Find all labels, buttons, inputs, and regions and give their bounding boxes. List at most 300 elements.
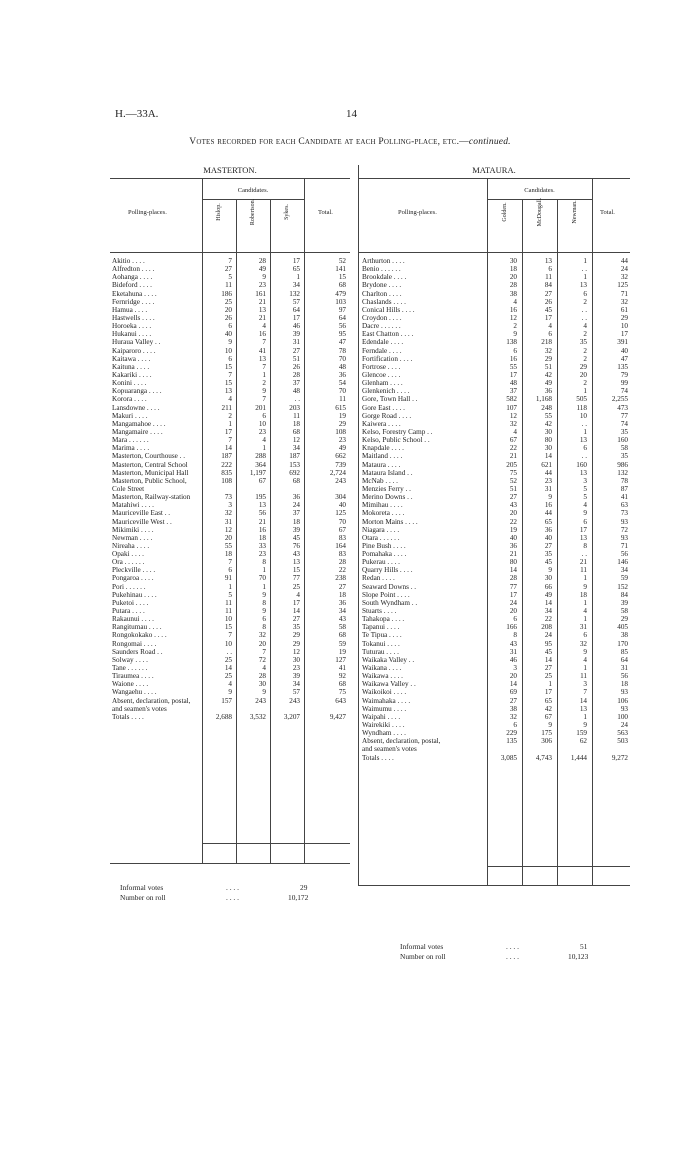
vote-cell: 30	[544, 574, 552, 583]
dot-leader: . . . .	[506, 952, 519, 961]
vote-cell: 27	[509, 493, 517, 502]
total-cell: 304	[335, 493, 346, 502]
table-row	[362, 599, 628, 607]
vote-cell: 30	[258, 680, 266, 689]
vote-cell: 6	[583, 444, 587, 453]
vote-cell: 1	[583, 664, 587, 673]
vote-cell: 243	[289, 696, 300, 705]
table-row	[362, 607, 628, 615]
polling-place-name: Cole Street	[112, 484, 145, 493]
polling-place-name: Eketahuna . . . .	[112, 289, 157, 298]
total-cell: 78	[338, 346, 346, 355]
polling-place-name: Mauriceville West . .	[112, 517, 172, 526]
vote-cell: 51	[509, 484, 517, 493]
total-cell: 28	[338, 558, 346, 567]
total-cell: 164	[335, 541, 346, 550]
vote-cell: 42	[544, 704, 552, 713]
vote-cell: 8	[262, 598, 266, 607]
vote-cell: 6	[262, 411, 266, 420]
table-row	[112, 542, 348, 550]
vote-cell: 17	[544, 688, 552, 697]
polling-place-name: Merino Downs . .	[362, 493, 413, 502]
vote-cell: 5	[583, 484, 587, 493]
total-cell: 9,427	[329, 712, 346, 721]
total-cell: 56	[620, 550, 628, 559]
vote-cell: 9	[262, 607, 266, 616]
dot-leader: . . . .	[226, 893, 239, 902]
vote-cell: 27	[292, 346, 300, 355]
vote-cell: 1	[262, 370, 266, 379]
vote-cell: 27	[224, 265, 232, 274]
table-row	[112, 574, 348, 582]
table-row	[362, 452, 628, 460]
polling-place-name: Rongomai . . . .	[112, 639, 157, 648]
vote-cell: 186	[221, 289, 232, 298]
vote-cell: 248	[541, 403, 552, 412]
vote-cell: 1	[583, 257, 587, 265]
vote-cell: 2	[228, 411, 232, 420]
vote-cell: 34	[292, 444, 300, 453]
vote-cell: 18	[258, 533, 266, 542]
vote-cell: 21	[509, 550, 517, 559]
vote-cell: 6	[583, 517, 587, 526]
vote-cell: 67	[509, 436, 517, 445]
polling-place-name: Masterton, Municipal Hall	[112, 468, 189, 477]
vote-cell: 16	[509, 354, 517, 363]
table-row	[362, 509, 628, 517]
table-row	[362, 322, 628, 330]
table-row	[112, 566, 348, 574]
table-row	[112, 469, 348, 477]
vote-cell: 37	[292, 379, 300, 388]
table-row	[112, 599, 348, 607]
polling-place-name: Aohanga . . . .	[112, 273, 153, 282]
vote-cell: 27	[292, 615, 300, 624]
table-row	[112, 526, 348, 534]
vote-cell: 3	[228, 501, 232, 510]
vote-cell: 2,688	[215, 712, 232, 721]
total-cell: 73	[620, 509, 628, 518]
table-row	[112, 550, 348, 558]
polling-place-name: Glenkenich . . . .	[362, 387, 410, 396]
vote-cell: 9	[583, 509, 587, 518]
vote-cell: 1	[583, 574, 587, 583]
table-row	[362, 534, 628, 542]
total-cell: 32	[620, 297, 628, 306]
table-row	[112, 281, 348, 289]
vote-cell: 4	[262, 664, 266, 673]
polling-place-name: and seamen's votes	[362, 745, 417, 754]
polling-place-name: Pongaroa . . . .	[112, 574, 154, 583]
table-row	[112, 705, 348, 713]
vote-cell: 55	[544, 411, 552, 420]
polling-place-name: Kaituna . . . .	[112, 362, 150, 371]
polling-place-name: Kelso, Public School . .	[362, 436, 430, 445]
polling-place-name: Maitland . . . .	[362, 452, 403, 461]
total-cell: 2,724	[329, 468, 346, 477]
polling-place-name: Croydon . . . .	[362, 313, 402, 322]
table-row	[362, 518, 628, 526]
vote-cell: 157	[221, 696, 232, 705]
vote-cell: 208	[541, 623, 552, 632]
total-cell: 64	[338, 313, 346, 322]
polling-place-name: Menzies Ferry . .	[362, 484, 411, 493]
vote-cell: 20	[224, 533, 232, 542]
vote-cell: 32	[544, 346, 552, 355]
table-row	[362, 574, 628, 582]
polling-place-name: Rangitumau . . . .	[112, 623, 162, 632]
vote-cell: 9	[262, 590, 266, 599]
total-cell: 22	[338, 566, 346, 575]
vote-cell: 65	[544, 517, 552, 526]
vote-cell: 21	[258, 517, 266, 526]
vote-cell: 14	[544, 452, 552, 461]
vote-cell: 7	[262, 338, 266, 347]
vote-cell: 12	[224, 525, 232, 534]
vote-cell: 1	[228, 419, 232, 428]
vote-cell: 14	[509, 566, 517, 575]
vote-cell: 66	[544, 582, 552, 591]
totals-rule	[202, 843, 350, 844]
vote-cell: 13	[579, 704, 587, 713]
masterton-footer	[120, 883, 350, 905]
table-row	[362, 664, 628, 672]
number-on-roll-value: 10,172	[288, 893, 309, 902]
table-row	[362, 469, 628, 477]
total-cell: 29	[620, 615, 628, 624]
informal-votes-value: 29	[300, 883, 308, 892]
vote-cell: 25	[224, 672, 232, 681]
total-cell: 662	[335, 452, 346, 461]
vote-cell: 29	[544, 354, 552, 363]
total-cell: 97	[338, 305, 346, 314]
table-row	[112, 347, 348, 355]
vote-cell: 4	[513, 427, 517, 436]
total-cell: 643	[335, 696, 346, 705]
table-row	[362, 420, 628, 428]
polling-place-name: McNab . . . .	[362, 476, 398, 485]
vote-cell: 7	[228, 370, 232, 379]
polling-place-name: Fortrose . . . .	[362, 362, 401, 371]
vote-cell: 107	[506, 403, 517, 412]
polling-place-name: Tapanui . . . .	[362, 623, 400, 632]
vote-cell: 21	[258, 297, 266, 306]
total-cell: 58	[620, 607, 628, 616]
vote-cell: 38	[509, 289, 517, 298]
table-rule	[358, 885, 630, 886]
polling-place-name: Seaward Downs . .	[362, 582, 417, 591]
vote-cell: 10	[224, 346, 232, 355]
vote-cell: 19	[509, 525, 517, 534]
vote-cell: 16	[544, 501, 552, 510]
table-row	[112, 314, 348, 322]
total-cell: 479	[335, 289, 346, 298]
polling-place-name: Saunders Road . .	[112, 647, 163, 656]
total-cell: 24	[620, 721, 628, 730]
vote-cell: 14	[544, 655, 552, 664]
total-cell: 473	[617, 403, 628, 412]
vote-cell: 48	[509, 379, 517, 388]
vote-cell: 9	[262, 387, 266, 396]
vote-cell: 6	[548, 265, 552, 274]
vote-cell: 6	[583, 289, 587, 298]
polling-place-name: Mara . . . . . .	[112, 436, 149, 445]
vote-cell: 72	[258, 655, 266, 664]
vote-cell: 161	[255, 289, 266, 298]
vote-cell: 55	[224, 541, 232, 550]
polling-place-name: Wyndham . . . .	[362, 729, 406, 738]
total-cell: 103	[335, 297, 346, 306]
vote-cell: 32	[258, 631, 266, 640]
table-row	[112, 631, 348, 639]
total-cell: 9,272	[611, 753, 628, 762]
polling-place-name: Brookdale . . . .	[362, 273, 407, 282]
vote-cell: 68	[292, 427, 300, 436]
vote-cell: 73	[224, 493, 232, 502]
table-row	[112, 518, 348, 526]
table-row	[362, 501, 628, 509]
vote-cell: 29	[579, 362, 587, 371]
vote-cell: 1	[262, 582, 266, 591]
table-row	[112, 371, 348, 379]
informal-votes-label: Informal votes	[400, 942, 444, 951]
vote-cell: 23	[292, 664, 300, 673]
vote-cell: 42	[544, 419, 552, 428]
vote-cell: 33	[258, 541, 266, 550]
page-title	[0, 137, 700, 147]
vote-cell: 91	[224, 574, 232, 583]
vote-cell: 4	[228, 680, 232, 689]
mataura-footer	[400, 942, 630, 964]
table-row	[112, 395, 348, 403]
table-row	[362, 680, 628, 688]
total-cell: 43	[338, 615, 346, 624]
polling-place-name: Mangamaire . . . .	[112, 427, 163, 436]
vote-cell: 6	[513, 615, 517, 624]
electorate-heading-masterton: MASTERTON.	[203, 165, 257, 175]
polling-place-name: Brydone . . . .	[362, 281, 402, 290]
vote-cell: 43	[292, 550, 300, 559]
polling-place-name: Puketoi . . . .	[112, 598, 149, 607]
vote-cell: 38	[509, 704, 517, 713]
total-cell: 79	[620, 370, 628, 379]
vote-cell: 159	[576, 729, 587, 738]
vote-cell: 56	[258, 509, 266, 518]
total-cell: 170	[617, 639, 628, 648]
table-row	[362, 623, 628, 631]
total-cell: 87	[620, 484, 628, 493]
vote-cell: 75	[509, 468, 517, 477]
vote-cell: 13	[579, 468, 587, 477]
vote-cell: 22	[509, 444, 517, 453]
vote-cell: 48	[292, 387, 300, 396]
polling-place-name: Pukehinau . . . .	[112, 590, 157, 599]
vote-cell: 51	[292, 354, 300, 363]
vote-cell: 9	[583, 647, 587, 656]
table-row	[112, 306, 348, 314]
total-cell: 15	[338, 273, 346, 282]
polling-place-name: Konini . . . .	[112, 379, 147, 388]
polling-place-name: Bideford . . . .	[112, 281, 152, 290]
polling-place-name: Glencoe . . . .	[362, 370, 401, 379]
total-cell: 238	[335, 574, 346, 583]
total-cell: 71	[620, 541, 628, 550]
dot-leader: . . . .	[226, 883, 239, 892]
vote-cell: 25	[224, 655, 232, 664]
table-row	[112, 379, 348, 387]
polling-place-name: Masterton, Public School,	[112, 476, 187, 485]
vote-cell: 15	[292, 566, 300, 575]
vote-cell: 8	[513, 631, 517, 640]
vote-cell: 26	[544, 297, 552, 306]
table-row	[362, 550, 628, 558]
vote-cell: 29	[292, 631, 300, 640]
polling-place-name: Benio . . . . . .	[362, 265, 401, 274]
vote-cell: 95	[544, 639, 552, 648]
table-rule	[358, 252, 630, 253]
total-cell: 141	[335, 265, 346, 274]
vote-cell: 7	[228, 631, 232, 640]
table-row	[362, 273, 628, 281]
vote-cell: 4	[583, 322, 587, 331]
table-row	[112, 648, 348, 656]
vote-cell: 11	[225, 598, 232, 607]
polling-place-name: Glenham . . . .	[362, 379, 403, 388]
total-cell: 36	[338, 370, 346, 379]
vote-cell: 11	[293, 411, 300, 420]
table-row	[112, 428, 348, 436]
vote-cell: 11	[580, 566, 587, 575]
candidate-name: Robertson.	[250, 198, 256, 226]
vote-cell: 2	[583, 297, 587, 306]
polling-place-name: Niagara . . . .	[362, 525, 400, 534]
table-row	[362, 615, 628, 623]
vote-cell: 3,085	[500, 753, 517, 762]
polling-place-name: Putara . . . .	[112, 607, 145, 616]
vote-cell: 17	[292, 257, 300, 265]
candidate-name: McDougall.	[537, 197, 543, 227]
table-row	[112, 461, 348, 469]
total-cell: 93	[620, 533, 628, 542]
vote-cell: 31	[292, 338, 300, 347]
polling-place-name: South Wyndham . .	[362, 598, 418, 607]
vote-cell: 16	[258, 525, 266, 534]
total-cell: 92	[338, 672, 346, 681]
total-cell: 77	[620, 411, 628, 420]
total-cell: 41	[338, 664, 346, 673]
table-row	[362, 298, 628, 306]
vote-cell: 14	[579, 696, 587, 705]
vote-cell: 43	[509, 639, 517, 648]
table-row	[362, 721, 628, 729]
vote-cell: 7	[262, 647, 266, 656]
vote-cell: 45	[544, 305, 552, 314]
table-row	[112, 444, 348, 452]
total-cell: 58	[620, 444, 628, 453]
polling-place-name: Mataura Island . .	[362, 468, 413, 477]
table-row	[112, 452, 348, 460]
total-cell: 93	[620, 688, 628, 697]
vote-cell: 80	[544, 436, 552, 445]
total-cell: 83	[338, 533, 346, 542]
vote-cell: 13	[258, 501, 266, 510]
polling-place-name: Korora . . . .	[112, 395, 147, 404]
vote-cell: 7	[228, 257, 232, 265]
total-cell: 18	[620, 680, 628, 689]
vote-cell: . .	[581, 265, 587, 274]
table-row	[112, 290, 348, 298]
polling-place-name: Waimahaka . . . .	[362, 696, 411, 705]
vote-cell: 288	[255, 452, 266, 461]
polling-place-name: Totals . . . .	[112, 712, 144, 721]
total-cell: 10	[620, 322, 628, 331]
candidate-name: Newman.	[572, 200, 578, 224]
vote-cell: 28	[258, 257, 266, 265]
table-rule	[110, 252, 350, 253]
total-cell: 58	[338, 623, 346, 632]
table-row	[362, 444, 628, 452]
total-cell: 23	[338, 436, 346, 445]
vote-cell: 27	[544, 541, 552, 550]
total-cell: 108	[335, 427, 346, 436]
polling-place-name: Waione . . . .	[112, 680, 149, 689]
table-row	[112, 265, 348, 273]
vote-cell: 12	[292, 436, 300, 445]
vote-cell: 17	[509, 370, 517, 379]
table-row	[362, 363, 628, 371]
table-row	[362, 558, 628, 566]
polling-place-name: Ora . . . . . .	[112, 558, 145, 567]
total-cell: 72	[620, 525, 628, 534]
vote-cell: 2	[583, 379, 587, 388]
document-reference: H.—33A.	[115, 108, 159, 120]
vote-cell: 24	[544, 631, 552, 640]
total-cell: 68	[338, 631, 346, 640]
vote-cell: 41	[258, 346, 266, 355]
vote-cell: 505	[576, 395, 587, 404]
vote-cell: 3,532	[249, 712, 266, 721]
polling-place-name: Tane . . . . . .	[112, 664, 148, 673]
vote-cell: . .	[294, 395, 300, 404]
vote-cell: 4	[548, 322, 552, 331]
table-row	[362, 648, 628, 656]
mataura-rows	[362, 257, 628, 762]
vote-cell: 4	[262, 436, 266, 445]
vote-cell: 9	[548, 721, 552, 730]
vote-cell: 9	[262, 273, 266, 282]
vote-cell: 76	[292, 541, 300, 550]
total-cell: 70	[338, 517, 346, 526]
polling-places-heading: Polling-places.	[398, 209, 437, 216]
vote-cell: 7	[228, 558, 232, 567]
vote-cell: 4	[583, 501, 587, 510]
total-cell: 85	[620, 647, 628, 656]
total-cell: 739	[335, 460, 346, 469]
polling-place-name: Pine Bush . . . .	[362, 541, 406, 550]
vote-cell: 4	[228, 395, 232, 404]
vote-cell: 11	[545, 273, 552, 282]
candidates-heading: Candidates.	[237, 187, 269, 194]
vote-cell: 49	[544, 590, 552, 599]
page-number: 14	[346, 108, 357, 120]
masterton-rows	[112, 257, 348, 721]
vote-cell: 18	[224, 550, 232, 559]
vote-cell: 187	[221, 452, 232, 461]
total-cell: 40	[338, 501, 346, 510]
vote-cell: 12	[509, 411, 517, 420]
total-cell: 75	[338, 688, 346, 697]
vote-cell: 13	[258, 305, 266, 314]
